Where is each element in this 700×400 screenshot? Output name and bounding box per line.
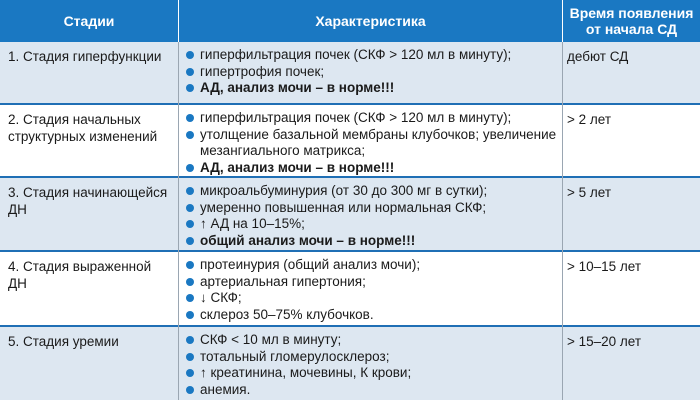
onset-time: > 5 лет — [567, 185, 612, 200]
bullet-icon — [186, 311, 194, 319]
column-divider — [562, 42, 563, 400]
list-item: гиперфильтрация почек (СКФ > 120 мл в минуту); — [186, 47, 560, 64]
stage-name: 3. Стадия начинающейся ДН — [8, 185, 168, 217]
table-header — [0, 0, 700, 42]
onset-time: > 15–20 лет — [567, 334, 642, 349]
list-item: общий анализ мочи – в норме!!! — [186, 233, 560, 250]
list-item: склероз 50–75% клубочков. — [186, 307, 560, 324]
bullet-icon — [186, 386, 194, 394]
list-item: протеинурия (общий анализ мочи); — [186, 257, 560, 274]
list-item: ↑ креатинина, мочевины, К крови; — [186, 365, 560, 382]
bullet-icon — [186, 164, 194, 172]
bullet-icon — [186, 114, 194, 122]
table-row — [0, 105, 700, 176]
characteristics-list — [186, 332, 560, 398]
stage-name: 5. Стадия уремии — [8, 334, 119, 349]
list-item: микроальбуминурия (от 30 до 300 мг в сутки); — [186, 183, 560, 200]
list-item: СКФ < 10 мл в минуту; — [186, 332, 560, 349]
characteristics-list — [186, 183, 560, 249]
bullet-icon — [186, 187, 194, 195]
onset-time: > 2 лет — [567, 112, 612, 127]
list-item: ↑ АД на 10–15%; — [186, 216, 560, 233]
list-item: анемия. — [186, 382, 560, 399]
table-row — [0, 252, 700, 325]
stage-name: 4. Стадия выраженной ДН — [8, 259, 152, 291]
bullet-icon — [186, 369, 194, 377]
list-item: гипертрофия почек; — [186, 64, 560, 81]
table-row — [0, 178, 700, 250]
onset-time: дебют СД — [567, 49, 629, 64]
table-row — [0, 327, 700, 400]
header-characteristic: Характеристика — [315, 13, 426, 29]
list-item: умеренно повышенная или нормальная СКФ; — [186, 200, 560, 217]
bullet-icon — [186, 353, 194, 361]
bullet-icon — [186, 84, 194, 92]
bullet-icon — [186, 278, 194, 286]
bullet-icon — [186, 237, 194, 245]
characteristics-list — [186, 47, 560, 97]
table-row — [0, 42, 700, 103]
column-divider — [178, 42, 179, 400]
bullet-icon — [186, 336, 194, 344]
list-item: тотальный гломерулосклероз; — [186, 349, 560, 366]
list-item: гиперфильтрация почек (СКФ > 120 мл в минуту); — [186, 110, 560, 127]
onset-time: > 10–15 лет — [567, 259, 642, 274]
list-item: артериальная гипертония; — [186, 274, 560, 291]
bullet-icon — [186, 220, 194, 228]
header-time: Время появления от начала СД — [569, 5, 694, 37]
list-item: ↓ СКФ; — [186, 290, 560, 307]
characteristics-list — [186, 110, 560, 176]
bullet-icon — [186, 131, 194, 139]
list-item: утолщение базальной мембраны клубочков; увеличение мезангиального матрикса; — [186, 127, 560, 160]
stage-name: 2. Стадия начальных структурных изменений — [8, 112, 158, 144]
bullet-icon — [186, 294, 194, 302]
stage-name: 1. Стадия гиперфункции — [8, 49, 162, 64]
characteristics-list — [186, 257, 560, 323]
bullet-icon — [186, 261, 194, 269]
header-stage: Стадии — [63, 13, 115, 29]
bullet-icon — [186, 68, 194, 76]
bullet-icon — [186, 204, 194, 212]
list-item: АД, анализ мочи – в норме!!! — [186, 160, 560, 177]
bullet-icon — [186, 51, 194, 59]
list-item: АД, анализ мочи – в норме!!! — [186, 80, 560, 97]
